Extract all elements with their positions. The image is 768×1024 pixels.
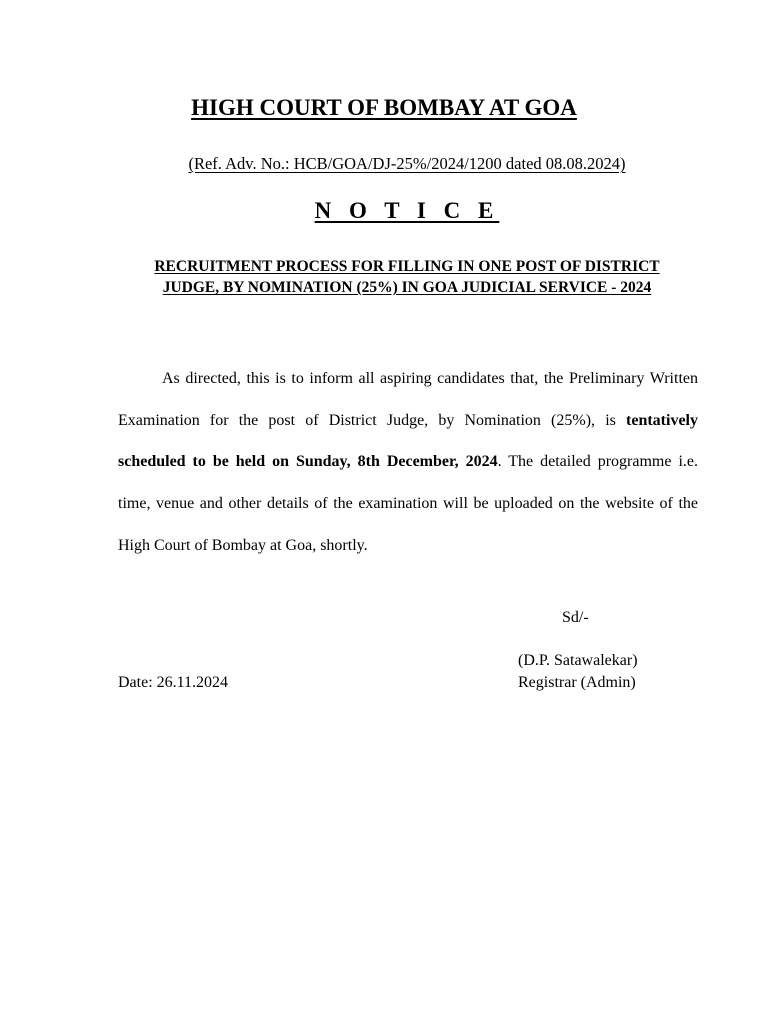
body-text-part1: As directed, this is to inform all aspiring candidates that, the Preliminary Written Examination for the post of District Judge, by Nomination (25%), is	[118, 370, 698, 429]
body-text-bold: tentatively scheduled to be held on Sunday, 8th December, 2024	[118, 411, 698, 471]
notice-subject: RECRUITMENT PROCESS FOR FILLING IN ONE POST OF DISTRICT JUDGE, BY NOMINATION (25%) IN GOA JUDICIAL SERVICE - 2024	[154, 258, 660, 296]
reference-line: (Ref. Adv. No.: HCB/GOA/DJ-25%/2024/1200 dated 08.08.2024)	[188, 154, 626, 173]
signature-sd: Sd/-	[562, 609, 589, 626]
body-text-part3: . The detailed programme i.e. time, venue and other details of the examination will be uploaded on the website of the High Court of Bombay at Goa, shortly.	[118, 453, 698, 554]
court-title: HIGH COURT OF BOMBAY AT GOA	[191, 95, 577, 120]
notice-body	[118, 358, 698, 567]
signatory-designation: Registrar (Admin)	[518, 674, 636, 691]
notice-date: Date: 26.11.2024	[118, 674, 229, 691]
notice-heading: N O T I C E	[314, 198, 500, 223]
signatory-name: (D.P. Satawalekar)	[518, 652, 638, 669]
